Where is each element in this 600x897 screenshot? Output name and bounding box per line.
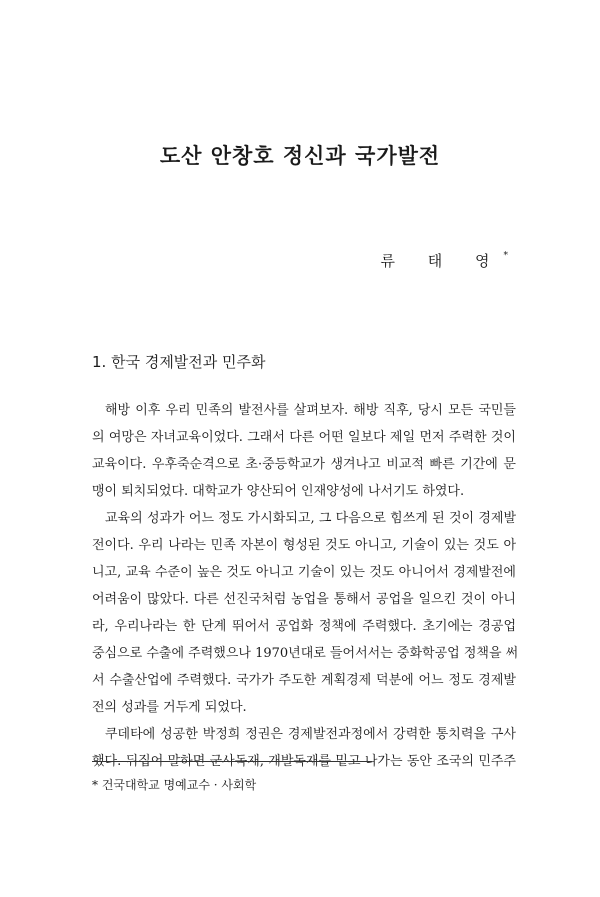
body-line: 중심으로 수출에 주력했으나 1970년대로 들어서서는 중화학공업 정책을 써	[92, 646, 519, 661]
footnote-divider	[92, 761, 372, 762]
footnote: * 건국대학교 명예교수 · 사회학	[92, 778, 257, 792]
author-name	[380, 250, 508, 271]
body-line: 어려움이 많았다. 다른 선진국처럼 농업을 통해서 공업을 일으킨 것이 아니	[92, 592, 516, 607]
body-line: 교육이다. 우후죽순격으로 초·중등학교가 생겨나고 비교적 빠른 기간에 문	[92, 457, 516, 472]
author-footnote-mark: *	[503, 251, 508, 261]
body-line: 전의 성과를 거두게 되었다.	[92, 700, 247, 715]
body-line: 전이다. 우리 나라는 민족 자본이 형성된 것도 아니고, 기술이 있는 것도 아	[92, 538, 516, 553]
body-line: 맹이 퇴치되었다. 대학교가 양산되어 인재양성에 나서기도 하였다.	[92, 484, 465, 499]
author-name-text: 류 태 영	[380, 252, 504, 270]
body-line: 해방 이후 우리 민족의 발전사를 살펴보자. 해방 직후, 당시 모든 국민들	[105, 403, 516, 418]
section-heading: 1. 한국 경제발전과 민주화	[92, 353, 266, 371]
body-line: 라, 우리나라는 한 단계 뛰어서 공업화 정책에 주력했다. 초기에는 경공업	[92, 619, 516, 634]
body-line: 서 수출산업에 주력했다. 국가가 주도한 계획경제 덕분에 어느 정도 경제발	[92, 673, 516, 688]
body-text	[92, 397, 519, 775]
body-line: 교육의 성과가 어느 정도 가시화되고, 그 다음으로 힘쓰게 된 것이 경제발	[105, 511, 516, 526]
body-line: 니고, 교육 수준이 높은 것도 아니고 기술이 있는 것도 아니어서 경제발전에	[92, 565, 516, 580]
page-title: 도산 안창호 정신과 국가발전	[159, 143, 441, 168]
body-line: 쿠데타에 성공한 박정희 정권은 경제발전과정에서 강력한 통치력을 구사	[105, 727, 516, 742]
body-line: 했다. 뒤집어 말하면 군사독재, 개발독재를 밑고 나가는 동안 조국의 민주주	[92, 754, 516, 769]
body-line: 의 여망은 자녀교육이었다. 그래서 다른 어떤 일보다 제일 먼저 주력한 것이	[92, 430, 516, 445]
